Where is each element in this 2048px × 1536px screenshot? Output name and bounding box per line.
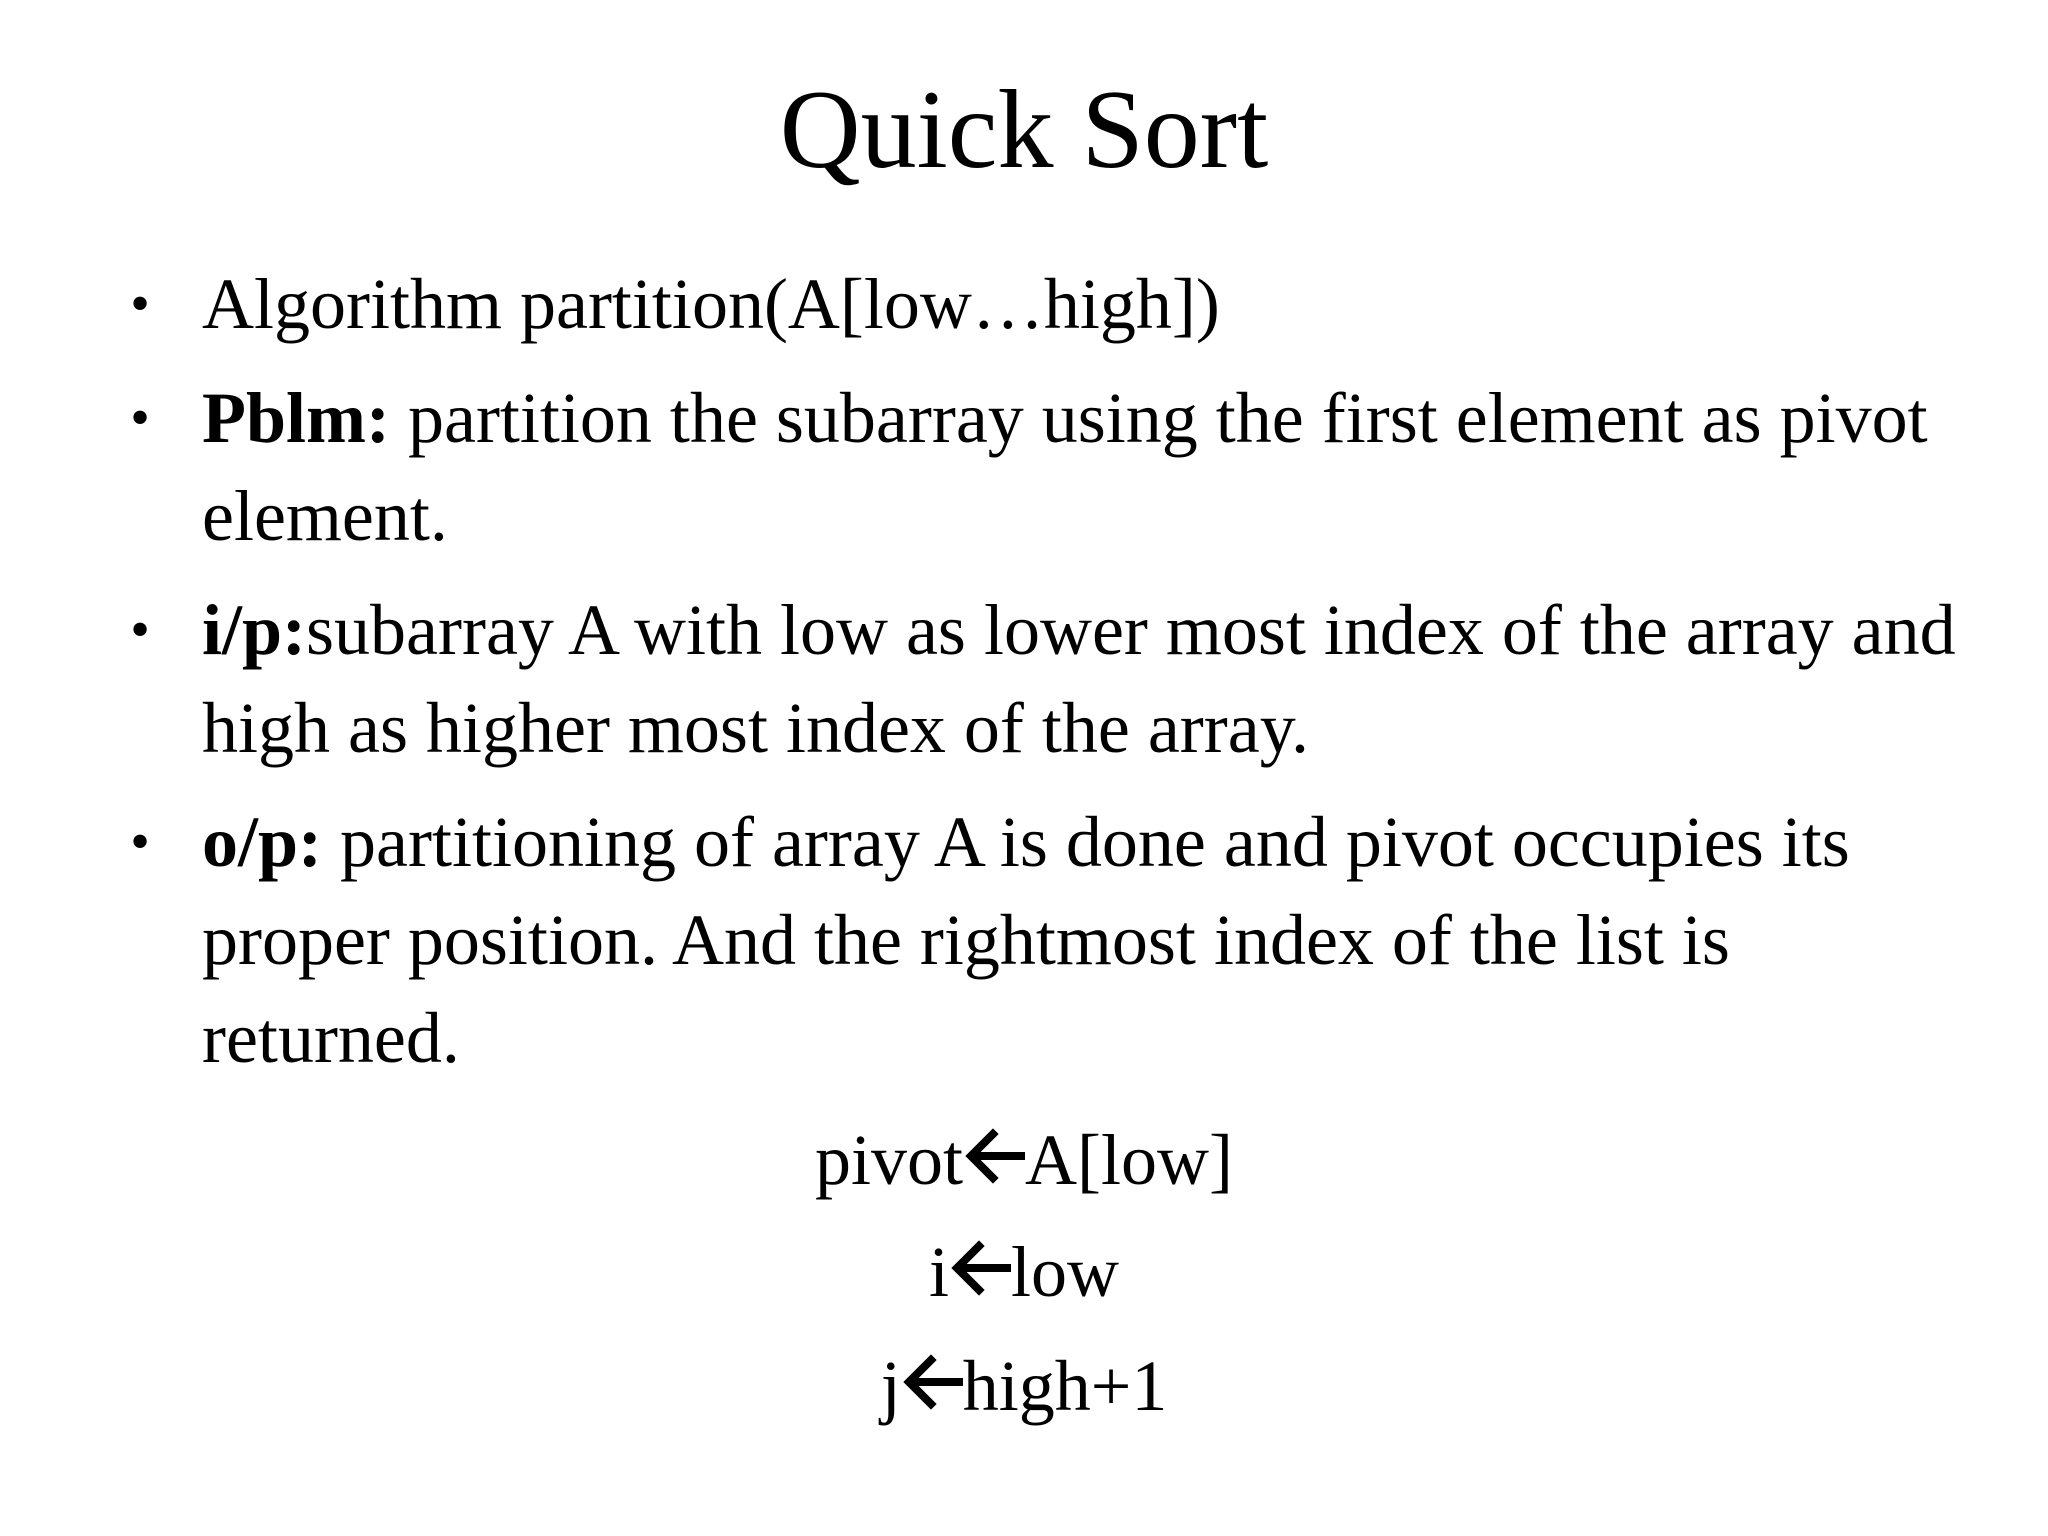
- bullet-item: [120, 793, 1980, 1087]
- code-line-j: [0, 1336, 2048, 1436]
- bullet-dot: •: [130, 599, 150, 661]
- left-arrow-icon: [901, 1352, 963, 1412]
- bullet-dot: •: [130, 273, 150, 335]
- code-line-i: [0, 1222, 2048, 1322]
- left-arrow-icon: [949, 1238, 1011, 1298]
- code-lhs: j: [880, 1346, 901, 1426]
- code-rhs: high+1: [962, 1346, 1168, 1426]
- bullet-text: partitioning of array A is done and pivot occupies its proper position. And the rightmost index of the list is returned.: [202, 802, 1850, 1078]
- bullet-bold-label: Pblm:: [202, 378, 390, 458]
- code-lhs: i: [928, 1232, 949, 1312]
- code-rhs: A[low]: [1025, 1120, 1233, 1200]
- bullet-text: Algorithm partition(A[low…high]): [202, 264, 1220, 344]
- bullet-bold-label: i/p:: [202, 590, 307, 670]
- bullet-item: [120, 369, 1980, 565]
- code-rhs: low: [1011, 1232, 1119, 1312]
- bullet-text: subarray A with low as lower most index of the array and high as higher most index of the array.: [202, 590, 1956, 768]
- code-lhs: pivot: [815, 1120, 964, 1200]
- bullet-item: [120, 581, 1980, 777]
- slide-title: Quick Sort: [779, 68, 1269, 192]
- bullet-bold-label: o/p:: [202, 802, 323, 882]
- bullet-dot: •: [130, 387, 150, 449]
- left-arrow-icon: [963, 1126, 1025, 1186]
- bullet-list: [120, 255, 1980, 1103]
- code-line-pivot: [0, 1110, 2048, 1210]
- bullet-dot: •: [130, 811, 150, 873]
- bullet-text: partition the subarray using the first element as pivot element.: [202, 378, 1928, 556]
- bullet-item: [120, 255, 1980, 353]
